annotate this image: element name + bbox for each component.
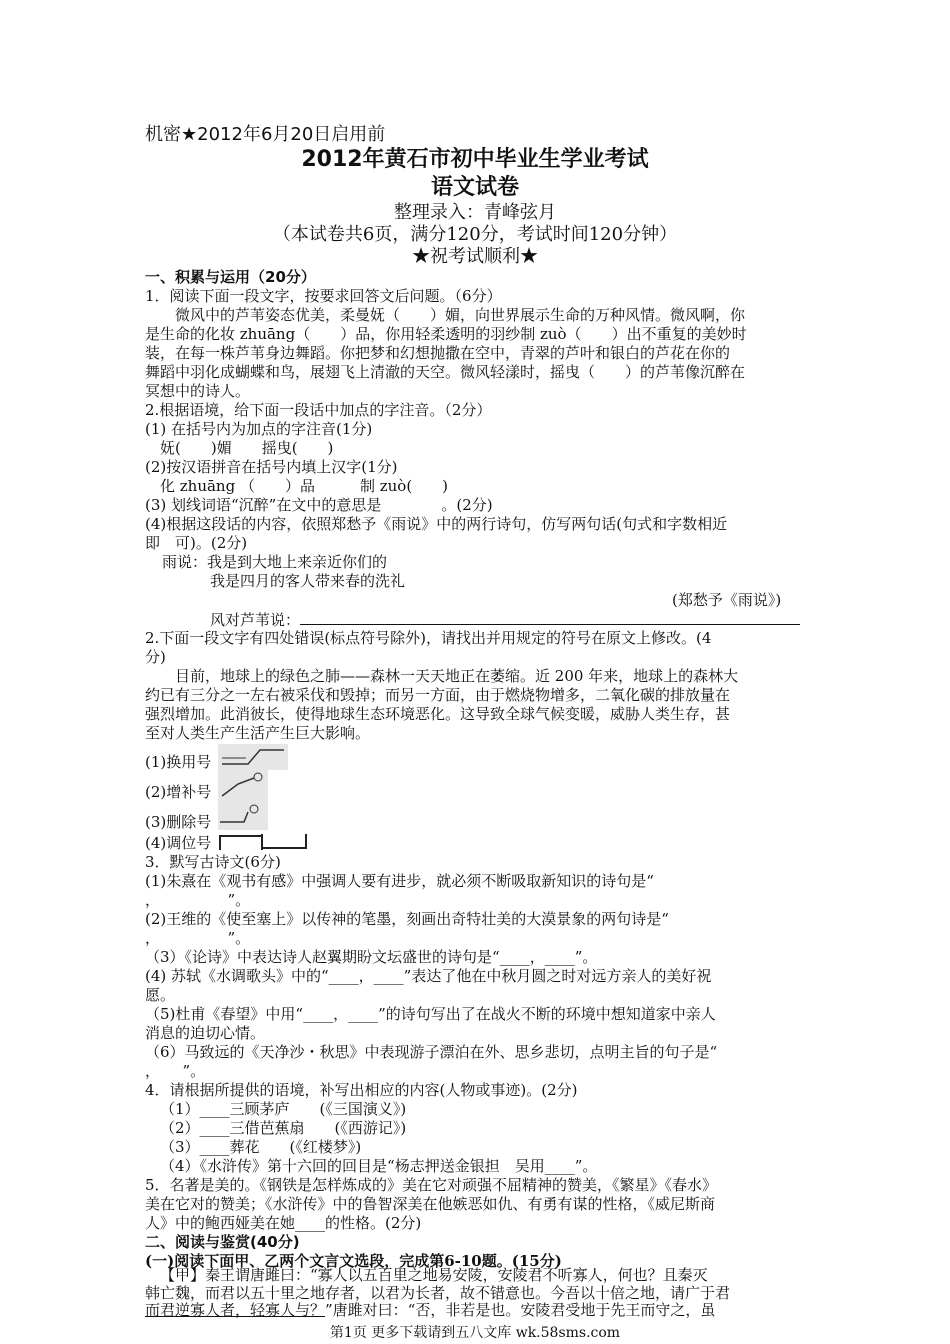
recitation-item: （5)杜甫《春望》中用“____，____”的诗句写出了在战火不断的环境中想知道家中亲人 bbox=[145, 1005, 716, 1023]
fill-item: （3）____葬花 (《红楼梦》) bbox=[160, 1138, 362, 1156]
good-luck: ★祝考试顺利★ bbox=[412, 246, 538, 267]
recitation-item: (4) 苏轼《水调歌头》中的“____，____”表达了他在中秋月圆之时对远方亲人的美好祝 bbox=[145, 967, 712, 985]
q1-stem: 1．阅读下面一段文字，按要求回答文后问题。（6分） bbox=[145, 287, 502, 305]
recitation-item-cont: ， ”。 bbox=[145, 929, 251, 947]
exam-title: 2012年黄石市初中毕业生学业考试 bbox=[301, 147, 649, 172]
imitation-prompt bbox=[210, 610, 800, 629]
confidential-notice: 机密★2012年6月20日启用前 bbox=[145, 124, 386, 145]
underlined-phrase: 而君逆寡人者，轻寡人与？ bbox=[145, 1301, 326, 1319]
q5-line: 人》中的鲍西娅美在她____的性格。(2分) bbox=[145, 1214, 422, 1232]
q1-2-stem: 2.根据语境，给下面一段话中加点的字注音。（2分） bbox=[145, 401, 492, 419]
section-2-heading: 二、阅读与鉴赏(40分) bbox=[145, 1233, 300, 1251]
passage-line: 至对人类生产生活产生巨大影响。 bbox=[145, 724, 371, 742]
recitation-item: (2)王维的《使至塞上》以传神的笔墨，刻画出奇特壮美的大漠景象的两句诗是“ bbox=[145, 910, 669, 928]
subquestion: 即 可)。(2分) bbox=[145, 534, 248, 552]
recitation-item-cont: ， ”。 bbox=[145, 891, 251, 909]
subject-title: 语文试卷 bbox=[430, 175, 519, 200]
symbol-label: (4)调位号 bbox=[145, 834, 212, 852]
passage-line: 微风中的芦苇姿态优美，柔曼妩（ ）媚，向世界展示生命的万种风情。微风啊，你 bbox=[175, 306, 746, 324]
subquestion: (4)根据这段话的内容，依照郑愁予《雨说》中的两行诗句，仿写两句话(句式和字数相近 bbox=[145, 515, 728, 533]
poem-line: 雨说：我是到大地上来亲近你们的 bbox=[162, 553, 388, 571]
q5-line: 5．名著是美的。《钢铁是怎样炼成的》美在它对顽强不屈精神的赞美，《繁星》《春水》 bbox=[145, 1176, 718, 1194]
symbol-label: (3)删除号 bbox=[145, 813, 212, 831]
fill-item: （4）《水浒传》第十六回的回目是“杨志押送金银担 吴用____”。 bbox=[160, 1157, 598, 1175]
q2-stem-cont: 分) bbox=[145, 648, 166, 666]
passage-line: 冥想中的诗人。 bbox=[145, 382, 251, 400]
subquestion-answer: 化 zhuāng （ ）品 制 zuò( ) bbox=[160, 477, 449, 495]
recitation-item-cont: 消息的迫切心情。 bbox=[145, 1024, 266, 1042]
poem-line: 我是四月的客人带来春的洗礼 bbox=[210, 572, 406, 590]
answer-blank[interactable] bbox=[300, 610, 800, 625]
fill-item: （2）____三借芭蕉扇 (《西游记》) bbox=[160, 1119, 407, 1137]
footer-text: 第1页 更多下载请到五八文库 wk.58sms.com bbox=[329, 1325, 621, 1341]
passage-line: 强烈增加。此消彼长，使得地球生态环境恶化。这导致全球气候变暖，威胁人类生存，甚 bbox=[145, 705, 731, 723]
subquestion: (2)按汉语拼音在括号内填上汉字(1分) bbox=[145, 458, 398, 476]
insert-mark-icon bbox=[218, 770, 268, 800]
passage-line: 是生命的化妆 zhuāng（ ）品，你用轻柔透明的羽纱制 zuò（ ）出不重复的美妙时 bbox=[145, 325, 747, 343]
recitation-item-cont: 愿。 bbox=[145, 986, 176, 1004]
recitation-item: （3）《论诗》中表达诗人赵翼期盼文坛盛世的诗句是“____，____”。 bbox=[145, 948, 598, 966]
q2-stem: 2.下面一段文字有四处错误(标点符号除外)，请找出并用规定的符号在原文上修改。(4 bbox=[145, 629, 712, 647]
passage-line: 目前，地球上的绿色之肺——森林一天天地正在萎缩。近 200 年来，地球上的森林大 bbox=[175, 667, 739, 685]
compiler-line: 整理录入：青峰弦月 bbox=[394, 202, 556, 223]
passage-line: 装，在每一株芦苇身边舞蹈。你把梦和幻想抛撒在空中，青翠的芦叶和银白的芦花在你的 bbox=[145, 344, 731, 362]
poem-source: (郑愁予《雨说》) bbox=[672, 591, 782, 609]
reading-subheading: (一)阅读下面甲、乙两个文言文选段，完成第6-10题。(15分) bbox=[145, 1252, 562, 1270]
delete-mark-icon bbox=[218, 800, 268, 830]
passage-line: 舞蹈中羽化成蝴蝶和鸟，展翅飞上清澈的天空。微风轻漾时，摇曳（ ）的芦苇像沉醉在 bbox=[145, 363, 746, 381]
recitation-item: (1)朱熹在《观书有感》中强调人要有进步，就必须不断吸取新知识的诗句是“ bbox=[145, 872, 654, 890]
subquestion: (3) 划线词语“沉醉”在文中的意思是 。(2分) bbox=[145, 496, 493, 514]
section-1-heading: 一、积累与运用（20分） bbox=[145, 268, 316, 286]
transpose-mark-icon bbox=[218, 830, 310, 852]
imitation-label: 风对芦苇说： bbox=[210, 611, 301, 629]
recitation-item-cont: ， ”。 bbox=[145, 1062, 206, 1080]
recitation-item: （6）马致远的《天净沙・秋思》中表现游子漂泊在外、思乡悲切，点明主旨的句子是“ bbox=[145, 1043, 718, 1061]
symbol-label: (2)增补号 bbox=[145, 783, 212, 801]
subquestion-answer: 妩( )媚 摇曳( ) bbox=[160, 439, 334, 457]
q5-line: 美在它对的赞美；《水浒传》中的鲁智深美在他嫉恶如仇、有勇有谋的性格，《威尼斯商 bbox=[145, 1195, 716, 1213]
replace-mark-icon bbox=[218, 744, 288, 770]
q4-stem: 4．请根据所提供的语境，补写出相应的内容(人物或事迹)。(2分) bbox=[145, 1081, 578, 1099]
classical-text-line: 【甲】秦王谓唐雎曰：“寡人以五百里之地易安陵，安陵君不听寡人，何也？且秦灭 bbox=[160, 1266, 708, 1284]
fill-item: （1）____三顾茅庐 (《三国演义》) bbox=[160, 1100, 407, 1118]
subquestion: (1) 在括号内为加点的字注音(1分) bbox=[145, 420, 373, 438]
exam-info: （本试卷共6页，满分120分，考试时间120分钟） bbox=[272, 224, 678, 245]
symbol-label: (1)换用号 bbox=[145, 753, 212, 771]
line-rest: ”唐雎对曰：“否，非若是也。安陵君受地于先王而守之，虽 bbox=[325, 1301, 716, 1319]
page-footer bbox=[0, 1322, 950, 1342]
classical-line-3 bbox=[145, 1302, 715, 1318]
passage-line: 约已有三分之一左右被采伐和毁掉；而另一方面，由于燃烧物增多，二氧化碳的排放量在 bbox=[145, 686, 731, 704]
classical-text-line: 韩亡魏，而君以五十里之地存者，以君为长者，故不错意也。今吾以十倍之地，请广于君 bbox=[145, 1284, 731, 1302]
q3-stem: 3．默写古诗文(6分) bbox=[145, 853, 281, 871]
